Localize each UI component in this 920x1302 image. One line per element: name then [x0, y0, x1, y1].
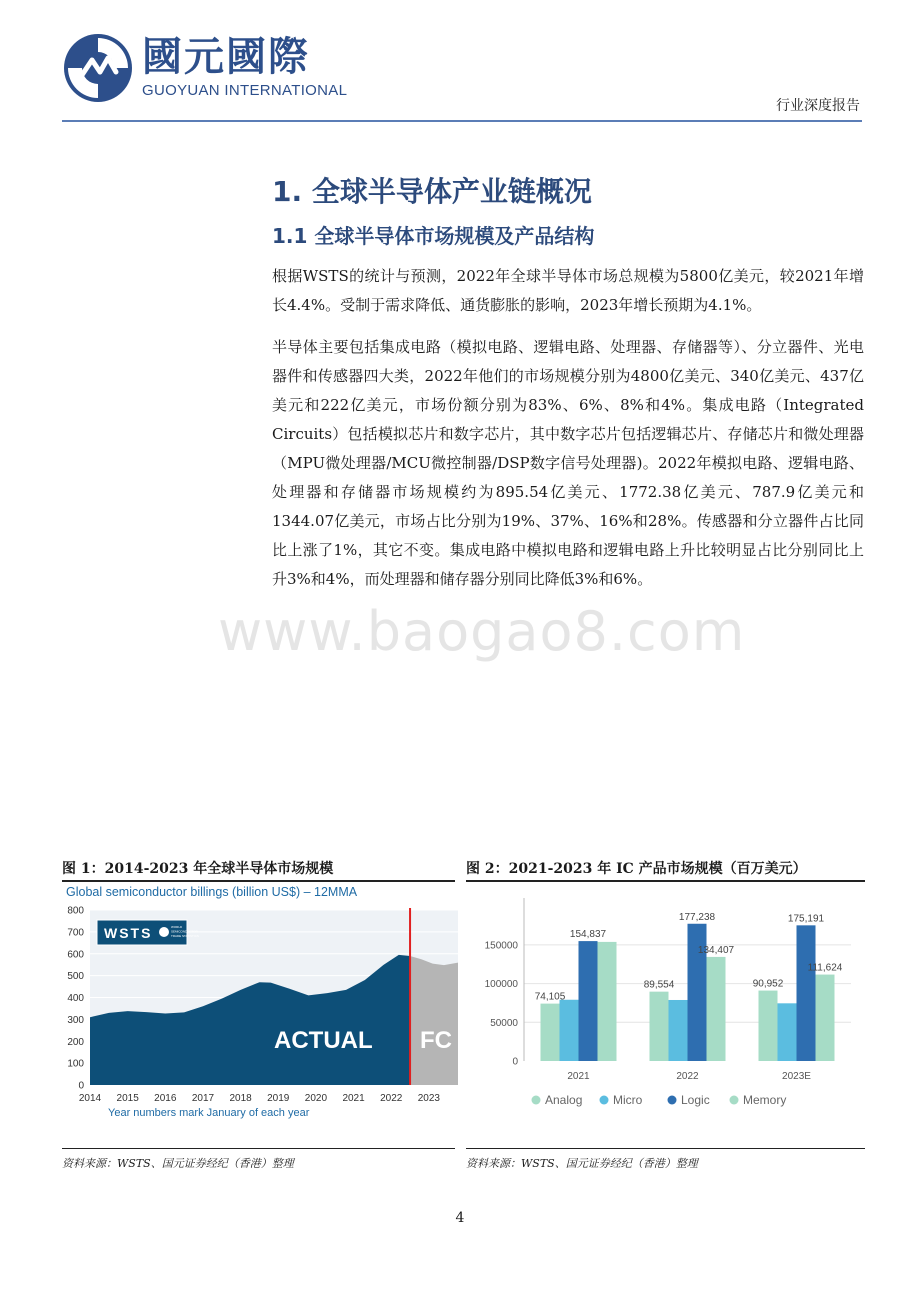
- header-divider: [62, 120, 862, 122]
- section-heading: 1. 全球半导体产业链概况: [272, 175, 592, 208]
- bar-memory-2021: [598, 942, 617, 1061]
- paragraph-product-structure: 半导体主要包括集成电路（模拟电路、逻辑电路、处理器、存储器等）、分立器件、光电器件和传感器四大类，2022年他们的市场规模分别为4800亿美元、340亿美元、437亿美元和222亿美元，市场份额分别为83%、6%、8%和4%。集成电路（Integrated Circuits）包括模拟芯片和数字芯片，其中数字芯片包括逻辑芯片、存储芯片和微处理器（MPU微处理器/MCU微控制器/DSP数字信号处理器)。2022年模拟电路、逻辑电路、处理器和存储器市场规模约为895.54亿美元、1772.38亿美元、787.9亿美元和1344.07亿美元，市场占比分别为19%、37%、16%和28%。传感器和分立器件占比同比上涨了1%，其它不变。集成电路中模拟电路和逻辑电路上升比较明显占比分别同比上升3%和4%，而处理器和储存器分别同比降低3%和6%。: [272, 338, 864, 588]
- legend-swatch-analog: [532, 1096, 541, 1105]
- logo-chinese-name: 國元國際: [142, 34, 310, 80]
- figure-1-caption: 图 1：2014-2023 年全球半导体市场规模: [62, 861, 334, 877]
- figure-2-source: 资料来源：WSTS、国元证券经纪（香港）整理: [466, 1157, 698, 1170]
- report-type-label: 行业深度报告: [776, 98, 860, 114]
- chart1-actual-label: ACTUAL: [274, 1027, 373, 1054]
- chart1-ytick-label: 0: [78, 1080, 84, 1092]
- bar-memory-2023e: [816, 975, 835, 1061]
- chart1-ytick-label: 300: [67, 1014, 84, 1026]
- chart1-title: Global semiconductor billings (billion US$) – 12MMA: [66, 885, 358, 899]
- subsection-heading: 1.1 全球半导体市场规模及产品结构: [272, 224, 595, 248]
- chart1-forecast-label: FC: [420, 1027, 452, 1054]
- chart1-xtick-label: 2023: [417, 1093, 441, 1104]
- logo-english-name: GUOYUAN INTERNATIONAL: [142, 82, 348, 99]
- bar-micro-2022: [669, 1000, 688, 1061]
- chart1-xtick-label: 2019: [267, 1093, 290, 1104]
- chart2-data-label: 74,105: [534, 991, 566, 1003]
- chart2-ytick-label: 50000: [490, 1017, 518, 1029]
- chart1-ytick-label: 400: [67, 993, 84, 1004]
- chart1-xtick-label: 2020: [304, 1093, 328, 1104]
- chart1-xtick-label: 2018: [229, 1093, 252, 1104]
- bar-memory-2022: [707, 957, 726, 1061]
- chart1-ytick-label: 100: [67, 1058, 84, 1070]
- chart1-ytick-label: 200: [67, 1036, 84, 1048]
- chart-ic-product-market: [466, 882, 865, 1122]
- figure-1-source-rule: [62, 1148, 455, 1149]
- wsts-globe-icon: [159, 927, 169, 937]
- figure-2-caption: 图 2：2021-2023 年 IC 产品市场规模（百万美元）: [466, 861, 807, 877]
- chart2-data-label: 111,624: [807, 962, 843, 974]
- legend-swatch-micro: [600, 1096, 609, 1105]
- legend-label-micro: Micro: [613, 1093, 643, 1107]
- chart2-data-label: 175,191: [787, 913, 825, 925]
- wsts-badge-sub-3: TRADE STATISTICS: [171, 934, 199, 938]
- legend-swatch-memory: [730, 1096, 739, 1105]
- chart1-xtick-label: 2014: [78, 1093, 102, 1104]
- guoyuan-logo-icon: [62, 32, 134, 104]
- figure-1-source: 资料来源：WSTS、国元证券经纪（香港）整理: [62, 1157, 294, 1170]
- figure-2-source-rule: [466, 1148, 865, 1149]
- paragraph-market-size: 根据WSTS的统计与预测，2022年全球半导体市场总规模为5800亿美元，较2021年增长4.4%。受制于需求降低、通货膨胀的影响，2023年增长预期为4.1%。: [272, 267, 864, 314]
- wsts-badge: [97, 920, 199, 945]
- chart2-ytick-label: 150000: [484, 940, 518, 952]
- bar-analog-2022: [650, 992, 669, 1061]
- bar-micro-2021: [560, 1000, 579, 1061]
- wsts-badge-sub-1: WORLD: [171, 925, 183, 929]
- chart2-ytick-label: 100000: [484, 979, 518, 991]
- chart2-xtick-label: 2022: [676, 1071, 699, 1082]
- chart2-data-label: 177,238: [678, 911, 716, 923]
- legend-label-memory: Memory: [743, 1093, 787, 1107]
- chart2-data-label: 154,837: [569, 929, 607, 941]
- chart2-data-label: 89,554: [643, 979, 675, 991]
- chart1-ytick-label: 800: [67, 905, 84, 917]
- chart-semiconductor-billings: [62, 882, 458, 1122]
- chart2-xtick-label: 2023E: [782, 1071, 811, 1082]
- chart1-xtick-label: 2022: [380, 1093, 403, 1104]
- chart1-ytick-label: 600: [67, 949, 84, 961]
- bar-logic-2023e: [797, 925, 816, 1061]
- chart2-data-label: 134,407: [697, 944, 735, 956]
- legend-label-analog: Analog: [545, 1093, 583, 1107]
- chart1-ytick-label: 500: [67, 971, 84, 983]
- chart1-forecast-area: [410, 956, 458, 1085]
- bar-logic-2021: [579, 941, 598, 1061]
- chart2-ytick-label: 0: [512, 1056, 518, 1068]
- watermark: www.baogao8.com: [218, 600, 746, 663]
- chart1-xtick-label: 2021: [342, 1093, 365, 1104]
- chart1-footnote: Year numbers mark January of each year: [108, 1107, 310, 1119]
- chart2-data-label: 90,952: [752, 978, 784, 990]
- wsts-badge-text: WSTS: [104, 925, 153, 941]
- chart1-xtick-label: 2017: [191, 1093, 215, 1104]
- chart1-ytick-label: 700: [67, 927, 84, 939]
- chart2-xtick-label: 2021: [567, 1071, 590, 1082]
- bar-micro-2023e: [778, 1003, 797, 1061]
- chart1-xtick-label: 2015: [116, 1093, 139, 1104]
- legend-swatch-logic: [668, 1096, 677, 1105]
- wsts-badge-sub-2: SEMICONDUCTOR: [171, 929, 198, 934]
- legend-label-logic: Logic: [681, 1093, 710, 1107]
- chart1-xtick-label: 2016: [154, 1093, 177, 1104]
- bar-analog-2021: [541, 1004, 560, 1061]
- bar-analog-2023e: [759, 991, 778, 1061]
- page-number: 4: [455, 1210, 465, 1226]
